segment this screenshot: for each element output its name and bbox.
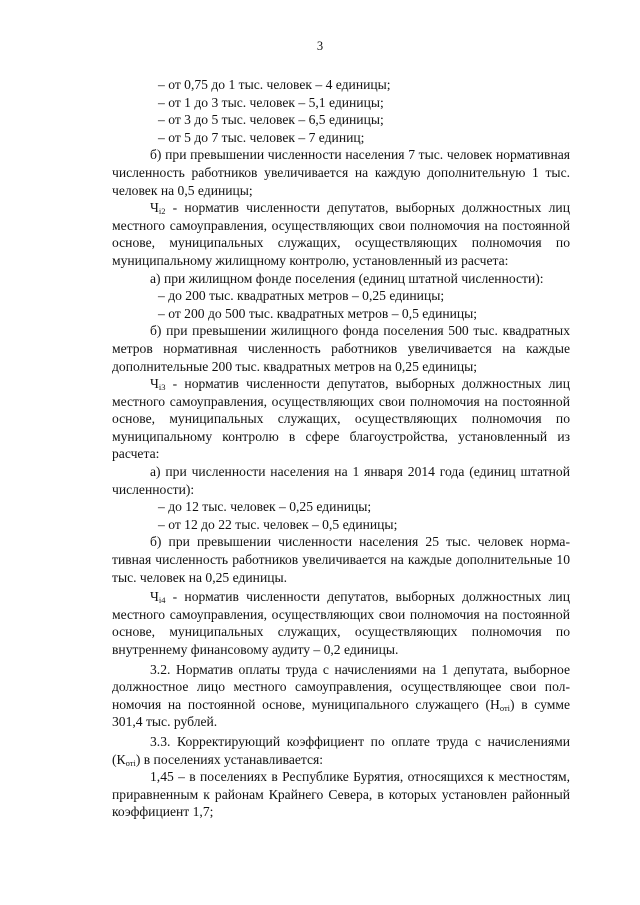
paragraph: б) при превышении численности населения 25 тыс. человек нормативная численность работников увеличивается на каждые дополнительные 10 тыс. человек на 0,25 единицы. [112,534,570,585]
symbol-subscript: i4 [158,595,166,606]
list-item: – до 12 тыс. человек – 0,25 единицы; [158,499,372,515]
symbol: Ч [150,376,159,392]
list-item: – от 0,75 до 1 тыс. человек – 4 единицы; [158,77,391,92]
paragraph-text: ) в сумме 301,4 тыс. рублей. [112,696,571,730]
paragraph-ch-i3 [112,375,570,463]
page-number: 3 [316,39,324,53]
paragraph-3-2 [112,661,570,731]
list-item: – от 3 до 5 тыс. человек – 6,5 единицы; [158,112,384,128]
paragraph-text: - норматив численности депутатов, выборных должностных лиц местного самоуправления, осуществляющих свои полномочия на постоянной основе, муниципальных служащих, осуществляющих полномочия по муниципальному жилищному контролю, установленный из расчета: [112,200,570,268]
paragraph-text: - норматив численности депутатов, выборных должностных лиц местного самоуправления, осуществляющих свои полномочия на постоянной основе, муниципальных служащих, осуществляющих полномочия по муниципальному контролю в сфере благоустройства, установленный из расчета: [112,376,570,462]
body-text [112,76,570,821]
symbol-subscript: i2 [158,206,166,217]
symbol-subscript: i3 [158,382,166,393]
list-item: – до 200 тыс. квадратных метров – 0,25 единицы; [158,288,445,304]
paragraph: 1,45 – в поселениях в Республике Бурятия, относящихся к местностям, приравненным к районам Крайнего Севера, в которых установлен районный коэффициент 1,7; [112,769,570,820]
symbol-subscript: отi [499,702,511,713]
paragraph: б) при превышении жилищного фонда поселения 500 тыс. квадратных метров нормативная численность работников увеличивается на каждые дополнительные 200 тыс. квадратных метров на 0,25 единицы; [112,323,570,374]
paragraph-text: ) в поселениях устанавливается: [135,751,324,767]
symbol: Ч [150,200,159,216]
paragraph-3-3 [112,733,570,768]
paragraph: а) при жилищном фонде поселения (единиц штатной численности): [150,270,544,286]
symbol-subscript: отi [125,757,136,768]
paragraph-text: 3.3. Корректирующий коэффициент по оплате труда с начислениями (К [112,733,570,767]
symbol: Ч [150,589,159,605]
list-item: – от 1 до 3 тыс. человек – 5,1 единицы; [158,94,384,110]
list-item: – от 200 до 500 тыс. квадратных метров – 0,5 единицы; [158,305,478,321]
paragraph-ch-i2 [112,199,570,269]
paragraph: а) при численности населения на 1 января 2014 года (единиц штатной численности): [112,464,570,497]
paragraph: б) при превышении численности населения 7 тыс. человек нормативная численность работников увеличивается на каждую дополнительную 1 тыс. человек на 0,5 единицы; [112,147,570,198]
paragraph-text: - норматив численности депутатов, выборных должностных лиц местного самоуправления, осуществляющих свои полномочия на постоянной основе, муниципальных служащих, осуществляющих полномочия по внутреннему финансовому аудиту – 0,2 единицы. [112,589,570,657]
list-item: – от 5 до 7 тыс. человек – 7 единиц; [158,129,365,145]
paragraph-ch-i4 [112,588,570,658]
list-item: – от 12 до 22 тыс. человек – 0,5 единицы; [158,516,398,532]
paragraph-text: 3.2. Норматив оплаты труда с начислениями на 1 депутата, выборное должностное лицо местного самоуправления, осуществляющее свои полномочия на постоянной основе, муниципального служащего (Н [112,661,570,712]
